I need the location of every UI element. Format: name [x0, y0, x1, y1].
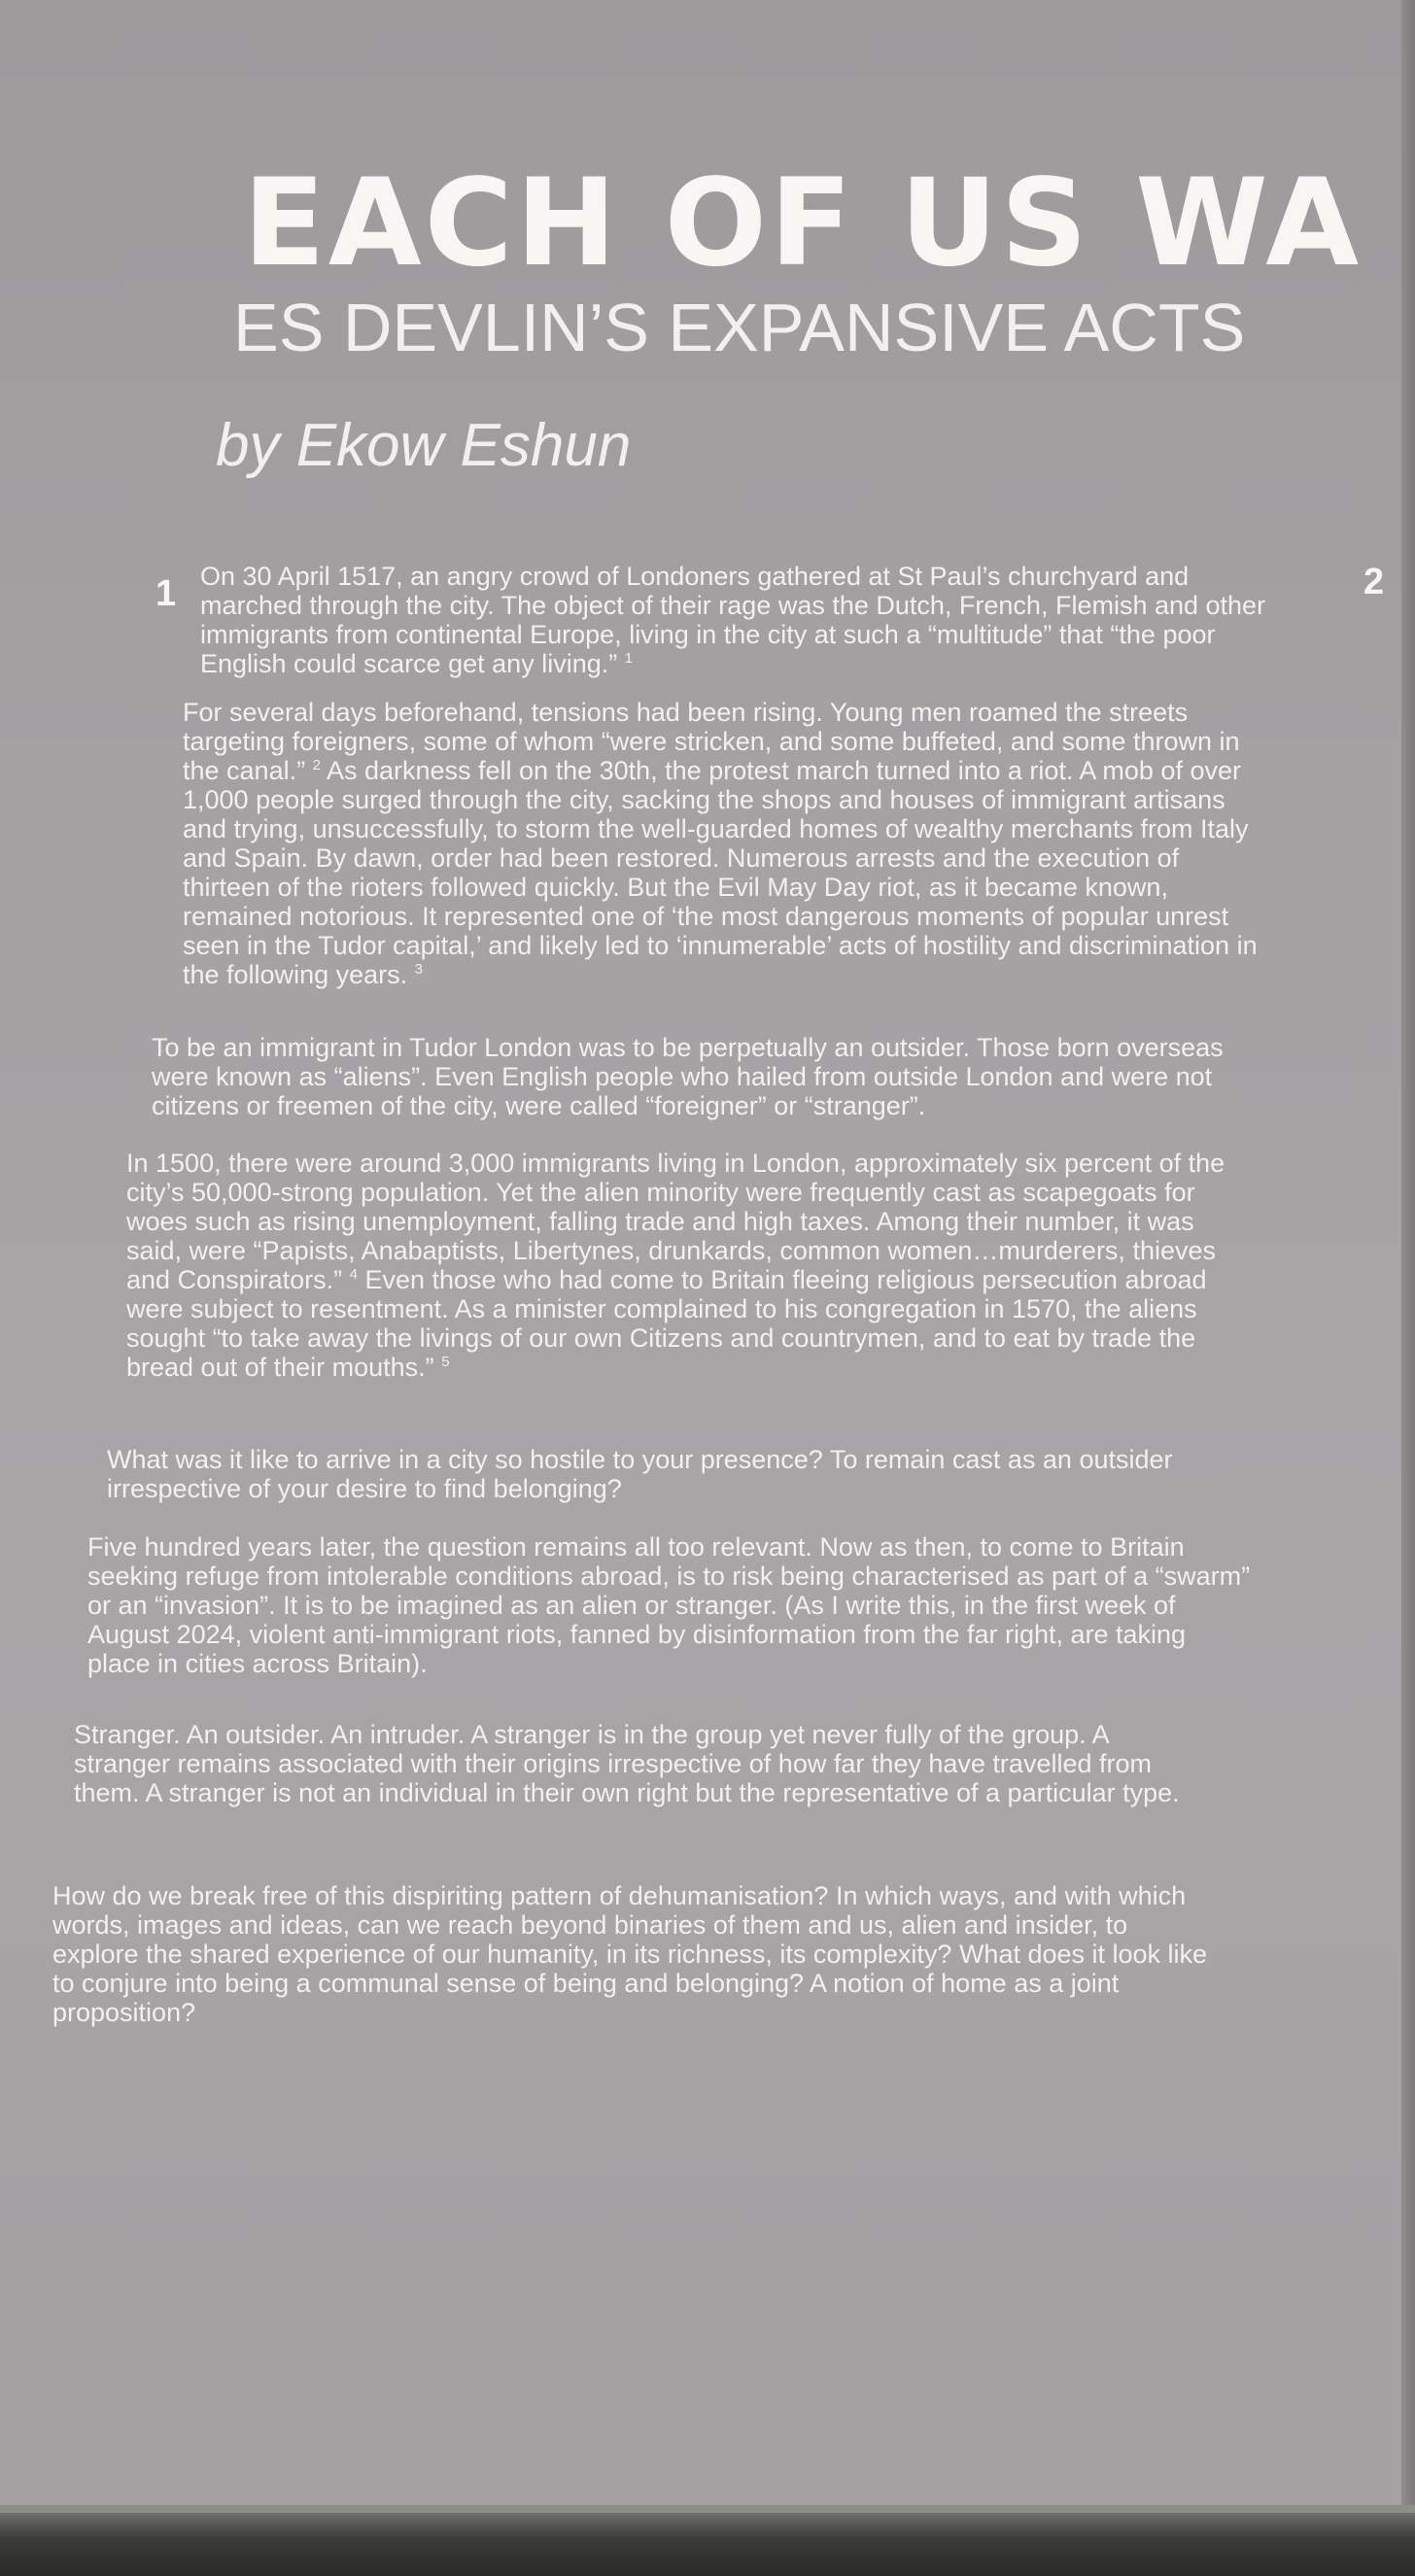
author-byline: by Ekow Eshun [216, 412, 632, 479]
paragraph-3: To be an immigrant in Tudor London was to be perpetually an outsider. Those born overseas were known as “aliens”. Even English people who hailed from outside London and were not citizens or freemen of the city, were called “foreigner” or “stranger”. [152, 1033, 1224, 1120]
paragraph-1 [200, 562, 1279, 678]
paragraph-6: Five hundred years later, the question remains all too relevant. Now as then, to come to Britain seeking refuge from intolerable conditions abroad, is to risk being characterised as part of a “swarm” or an “invasion”. It is to be imagined as an alien or stranger. (As I write this, in the first week of August 2024, violent anti-immigrant riots, fanned by disinformation from the far right, are taking place in cities across Britain). [87, 1532, 1251, 1678]
paragraph-2-text-continued: As darkness fell on the 30th, the protest march turned into a riot. A mob of over 1,000 people surged through the city, sacking the shops and houses of immigrant artisans and trying, unsuccessfully, to storm the well-guarded homes of wealthy merchants from Italy and Spain. By dawn, order had been restored. Numerous arrests and the execution of thirteen of the rioters followed quickly. But the Evil May Day riot, as it became known, remained notorious. It represented one of ‘the most dangerous moments of popular unrest seen in the Tudor capital,’ and likely led to ‘innumerable’ acts of hostility and discrimination in the following years. [183, 756, 1258, 989]
paragraph-1-text: On 30 April 1517, an angry crowd of Londoners gathered at St Paul’s churchyard and marched through the city. The object of their rage was the Dutch, French, Flemish and other immigrants from continental Europe, living in the city at such a “multitude” that “the poor English could scarce get any living.” [200, 562, 1266, 678]
paragraph-4-text: In 1500, there were around 3,000 immigrants living in London, approximately six percent of the city’s 50,000-strong population. Yet the alien minority were frequently cast as scapegoats for woes such as rising unemployment, falling trade and high taxes. Among their number, it was said, were “Papists, Anabaptists, Libertynes, drunkards, common women…murderers, thieves and Conspirators.” [126, 1149, 1225, 1294]
paragraph-2-text: For several days beforehand, tensions had been rising. Young men roamed the streets targeting foreigners, some of whom “were stricken, and some buffeted, and some thrown in the canal.” [183, 698, 1240, 785]
paragraph-4 [126, 1149, 1254, 1382]
panel-bottom-edge [0, 2505, 1415, 2513]
footnote-marker: 4 [349, 1266, 358, 1283]
paragraph-7: Stranger. An outsider. An intruder. A stranger is in the group yet never fully of the group. A stranger remains associated with their origins irrespective of how far they have travelled from them. A stranger is not an individual in their own right but the representative of a particular type. [74, 1720, 1180, 1807]
paragraph-5: What was it like to arrive in a city so hostile to your presence? To remain cast as an outsider irrespective of your desire to find belonging? [107, 1445, 1173, 1503]
exhibition-subtitle: ES DEVLIN’S EXPANSIVE ACTS [233, 290, 1246, 365]
footnote-marker: 1 [624, 650, 634, 667]
section-number-1: 1 [155, 573, 177, 614]
panel-edge [1401, 0, 1415, 2507]
footnote-marker: 5 [441, 1354, 450, 1370]
section-number-2: 2 [1363, 562, 1385, 602]
paragraph-2 [183, 698, 1271, 989]
exhibition-title: EACH OF US WA [243, 154, 1363, 293]
floor-strip [0, 2513, 1415, 2576]
paragraph-8: How do we break free of this dispiriting pattern of dehumanisation? In which ways, and with which words, images and ideas, can we reach beyond binaries of them and us, alien and insider, to explore the shared experience of our humanity, in its richness, its complexity? What does it look like to conjure into being a communal sense of being and belonging? A notion of home as a joint proposition? [52, 1881, 1208, 2027]
footnote-marker: 2 [312, 757, 321, 773]
footnote-marker: 3 [414, 961, 423, 978]
paragraph-4-text-continued: Even those who had come to Britain fleeing religious persecution abroad were subject to resentment. As a minister complained to his congregation in 1570, the aliens sought “to take away the livings of our own Citizens and countrymen, and to eat by trade the bread out of their mouths.” [126, 1265, 1207, 1382]
